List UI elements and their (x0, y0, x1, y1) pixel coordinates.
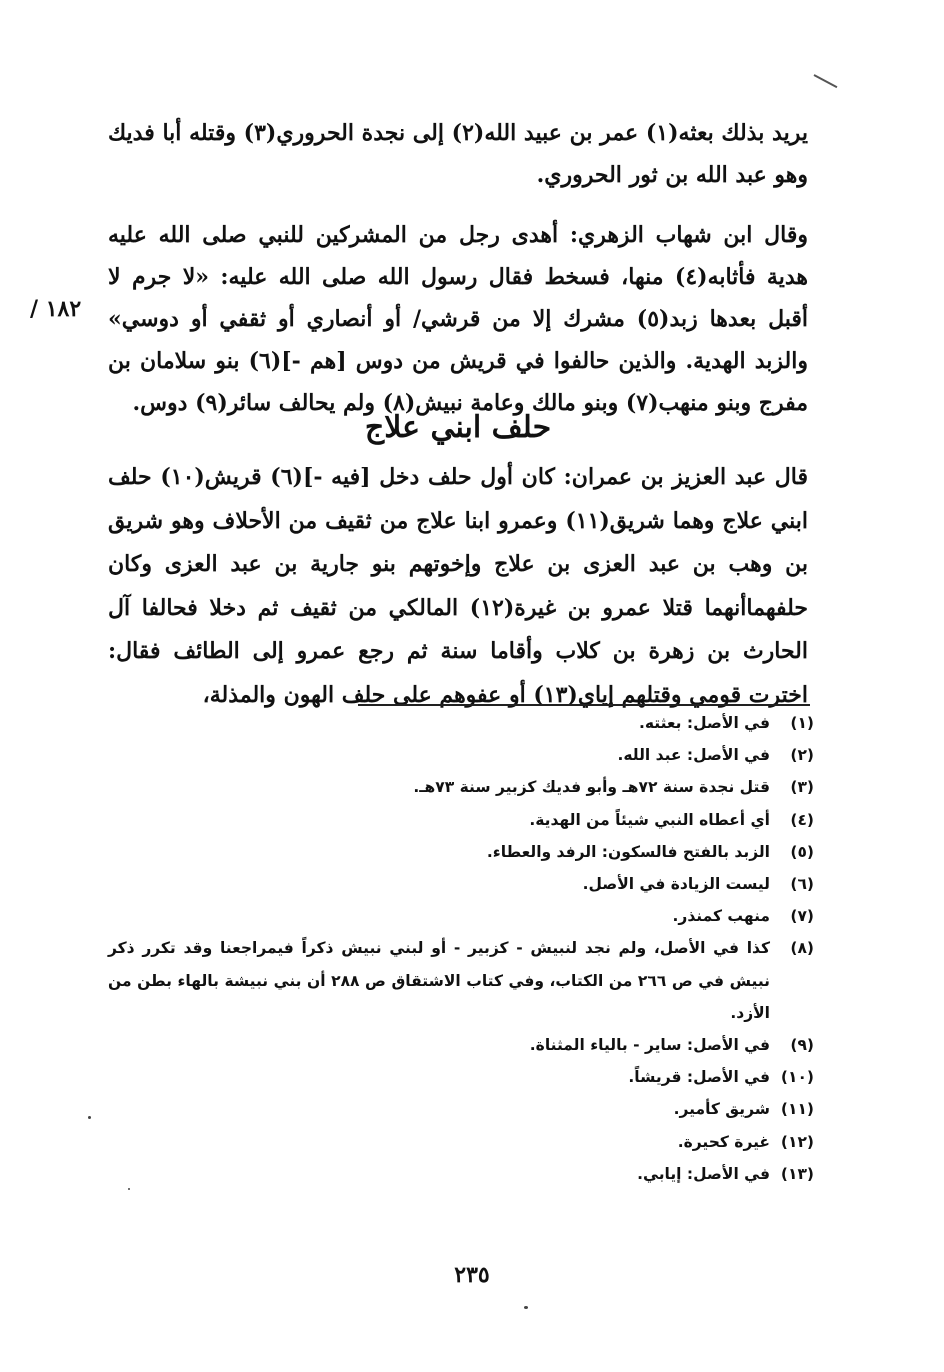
footnote (108, 1061, 814, 1093)
scan-speck (88, 1116, 91, 1119)
footnote-number: (٤) (790, 810, 814, 829)
footnote (108, 1093, 814, 1125)
footnote-number: (٥) (790, 842, 814, 861)
footnote-number: (٦) (790, 875, 814, 894)
footnote (108, 804, 814, 836)
paragraph-1: يريد بذلك بعثه(١) عمر بن عبيد الله(٢) إلى نجدة الحروري(٣) وقتله أبا فديك وهو عبد الله بن ثور الحروري. (108, 120, 808, 188)
footnote-text: شريق كأمير. (673, 1100, 770, 1119)
paragraph-3: قال عبد العزيز بن عمران: كان أول حلف دخل [فيه -](٦) قريش(١٠) حلف ابني علاج وهما شريق(١١) وعمرو ابنا علاج من ثقيف من الأحلاف وهو شريق بن وهب بن عبد العزى بن علاج وإخوتهم بنو جارية بن عبد العزى وكان حلفهماأنهما قتلا عمرو بن غيرة(١٢) المالكي من ثقيف ثم دخلا فحالفا آل الحارث بن زهرة بن كلاب وأقاما سنة ثم رجع عمرو إلى الطائف فقال: اخترت قومي وقتلهم إياي(١٣) أو عفوهم على حلف الهون والمذلة، (108, 464, 808, 708)
footnote-number: (٣) (790, 778, 814, 797)
margin-page-reference: / ١٨٢ (30, 296, 82, 322)
footnote (108, 868, 814, 900)
scan-speck (524, 1306, 528, 1309)
footnote-text: في الأصل: قريشاً. (628, 1068, 770, 1087)
paragraph-2: وقال ابن شهاب الزهري: أهدى رجل من المشركين للنبي صلى الله عليه هدية فأثابه(٤) منها، فسخط فقال رسول الله صلى الله عليه: «لا جرم لا أقبل بعدها زبد(٥) مشرك إلا من قرشي/ أو أنصاري أو ثقفي أو دوسي» والزبد الهدية. والذين حالفوا في قريش من دوس [هم -](٦) بنو سلامان بن مفرج وبنو منهب(٧) وبنو مالك وعامة نبيش(٨) ولم يحالف سائر(٩) دوس. (108, 222, 808, 416)
footnote (108, 836, 814, 868)
footnote-text: منهب كمنذر. (672, 907, 770, 926)
footnote-text: في الأصل: ساير - بالياء المثناة. (529, 1036, 770, 1055)
section-heading: حلف ابني علاج (364, 410, 552, 445)
footnote-text: كذا في الأصل، ولم نجد لنبيش - كزبير - أو لبني نبيش ذكراً فيمراجعنا وقد تكرر ذكر نبيش في ص ٢٦٦ من الكتاب، وفي كتاب الاشتقاق ص ٢٨٨ أن بني نبيشة بالهاء بطن من الأزد. (108, 939, 771, 1022)
footnote-number: (١٢) (780, 1132, 814, 1151)
footnote (108, 932, 814, 1029)
footnote-text: أي أعطاه النبي شيئاً من الهدية. (529, 810, 770, 829)
footnote-divider (358, 704, 810, 706)
footnote-text: في الأصل: بعثته. (638, 714, 770, 732)
footnote (108, 771, 814, 803)
footnotes (108, 707, 814, 1190)
footnote (108, 739, 814, 771)
footnote-text: غيرة كحيرة. (677, 1132, 770, 1151)
footnote-text: ليست الزيادة في الأصل. (582, 875, 770, 894)
footnote (108, 707, 814, 739)
footnote-text: الزبد بالفتح فالسكون: الرفد والعطاء. (486, 842, 770, 861)
footnote-text: قتل نجدة سنة ٧٢هـ وأبو فديك كزبير سنة ٧٣هـ. (413, 778, 770, 797)
footnote-number: (١) (790, 714, 814, 732)
footnote (108, 1029, 814, 1061)
scan-speck (128, 1188, 130, 1190)
footnote-text: في الأصل: عبد الله. (617, 746, 770, 765)
footnote (108, 900, 814, 932)
footnote-text: في الأصل: إيابي. (637, 1164, 770, 1183)
scan-mark (814, 74, 838, 88)
footnote-number: (٩) (790, 1036, 814, 1055)
footnote-number: (١٣) (780, 1164, 814, 1183)
footnote-number: (٧) (790, 907, 814, 926)
footnote-number: (٨) (790, 939, 814, 958)
footnote-number: (٢) (790, 746, 814, 765)
footnote (108, 1126, 814, 1158)
footnote (108, 1158, 814, 1190)
footnote-number: (١٠) (780, 1068, 814, 1087)
footnote-number: (١١) (780, 1100, 814, 1119)
page-number: ٢٣٥ (454, 1262, 490, 1288)
